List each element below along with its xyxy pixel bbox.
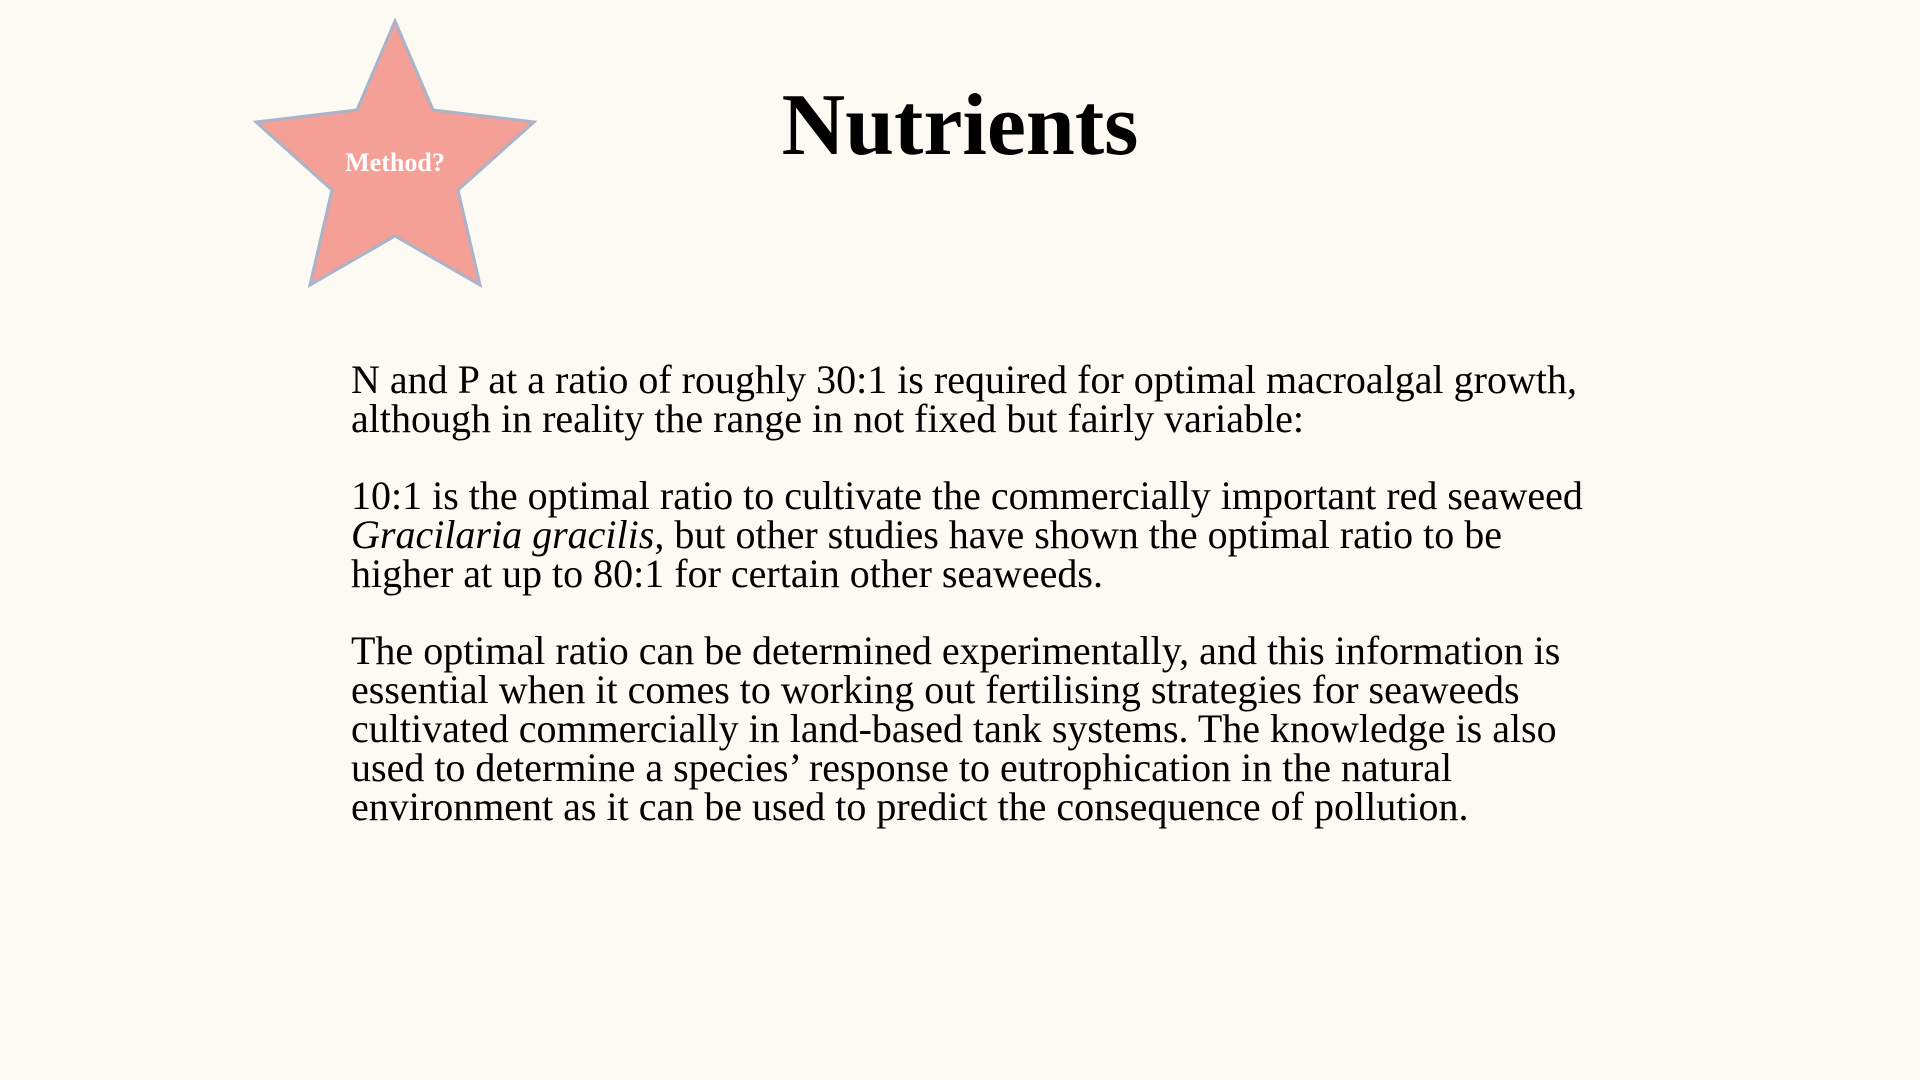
paragraph-text-after: , but other studies have shown the optimal ratio to be higher at up to 80:1 for certain other seaweeds. xyxy=(351,512,1502,596)
paragraph-applications: The optimal ratio can be determined experimentally, and this information is essential when it comes to working out fertilising strategies for seaweeds cultivated commercially in land-based tank systems. The knowledge is also used to determine a species’ response to eutrophication in the natural environment as it can be used to predict the consequence of pollution. xyxy=(351,628,1561,829)
slide-title: Nutrients xyxy=(781,77,1139,174)
slide-body xyxy=(351,357,1591,864)
paragraph-text-before: 10:1 is the optimal ratio to cultivate the commercially important red seaweed xyxy=(351,473,1583,518)
paragraph-np-ratio: N and P at a ratio of roughly 30:1 is required for optimal macroalgal growth, although in reality the range in not fixed but fairly variable: xyxy=(351,357,1577,441)
species-name: Gracilaria gracilis xyxy=(351,512,655,557)
paragraph-gracilaria xyxy=(351,473,1591,596)
star-label: Method? xyxy=(345,148,445,177)
method-star-shape xyxy=(250,18,540,290)
